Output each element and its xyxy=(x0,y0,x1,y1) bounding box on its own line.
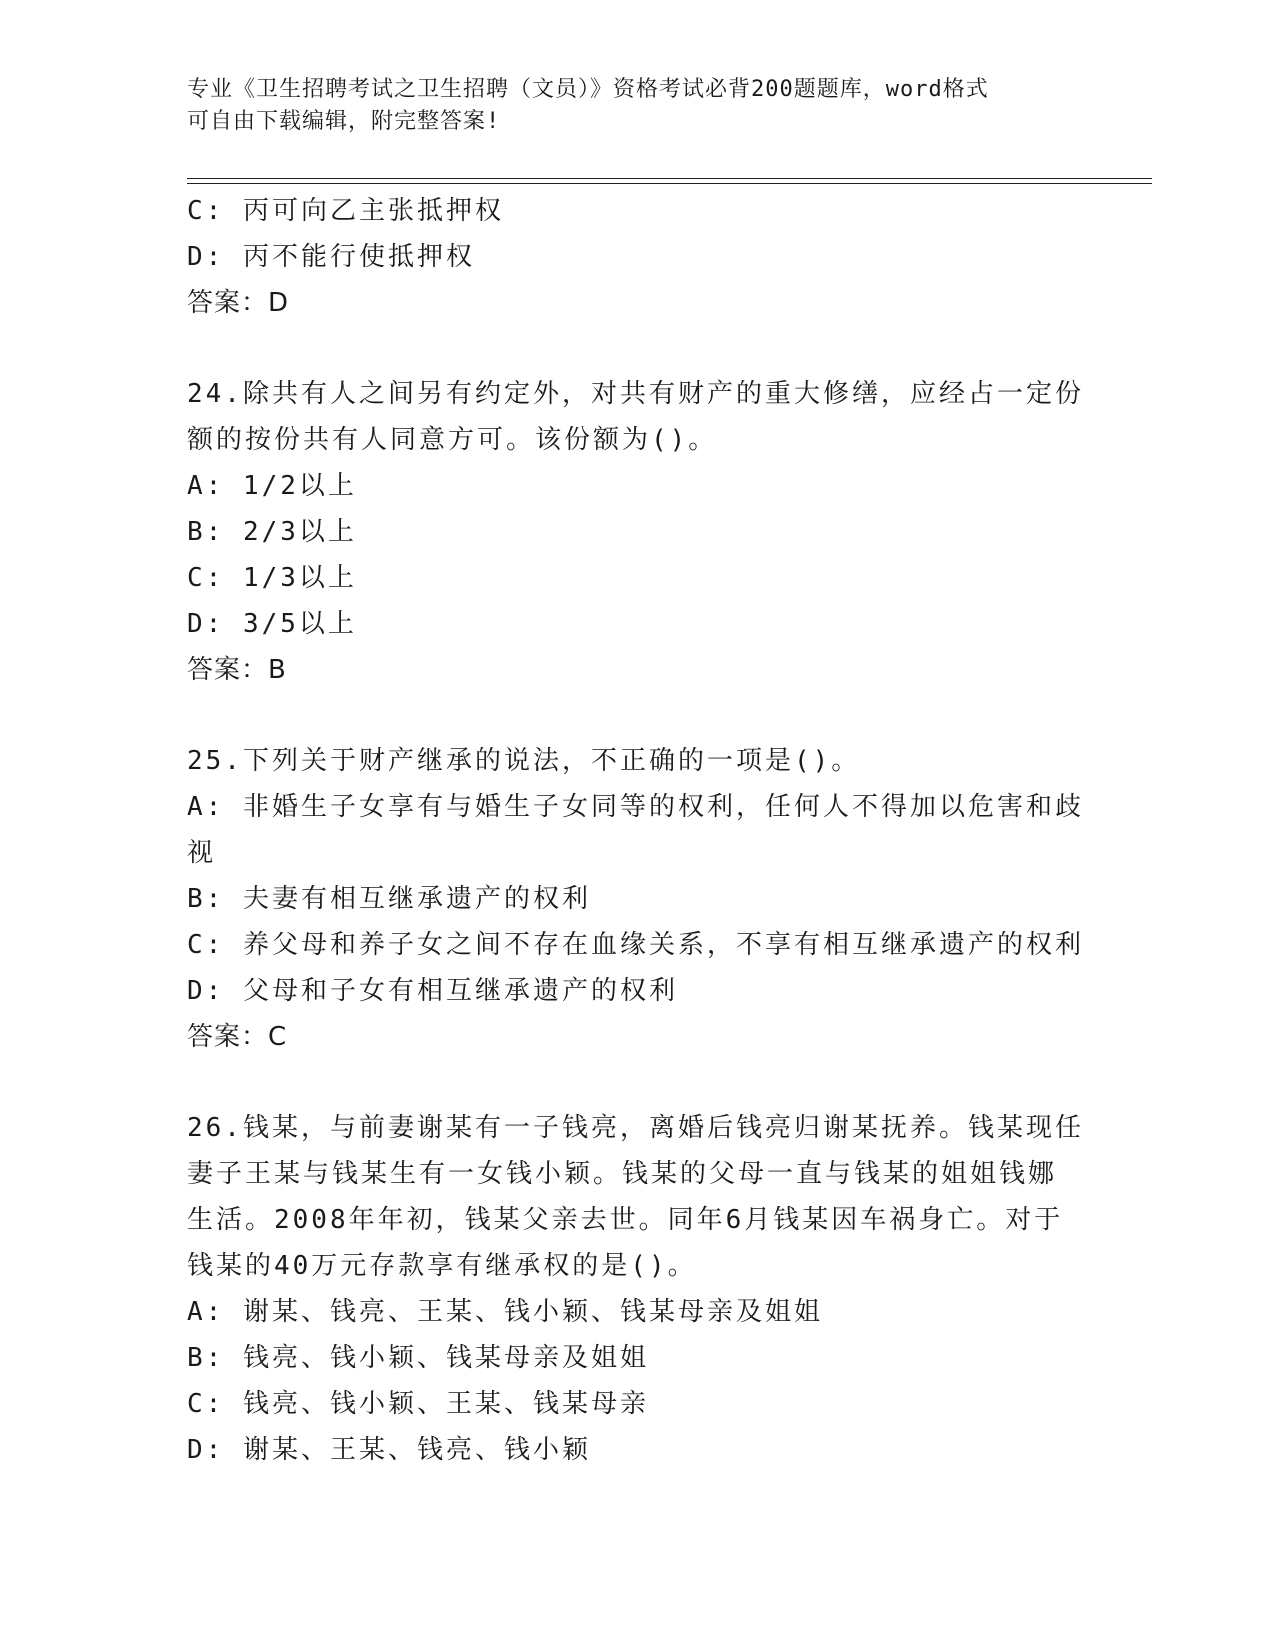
header-title-line-2: 可自由下载编辑，附完整答案! xyxy=(187,109,501,134)
q26-option-d: D: 谢某、王某、钱亮、钱小颖 xyxy=(187,1435,591,1465)
q25-option-b: B: 夫妻有相互继承遗产的权利 xyxy=(187,884,591,914)
q23-option-d: D: 丙不能行使抵押权 xyxy=(187,242,475,272)
question-26-block xyxy=(187,1105,1087,1473)
q26-option-a: A: 谢某、钱亮、王某、钱小颖、钱某母亲及姐姐 xyxy=(187,1297,823,1327)
q25-stem: 25.下列关于财产继承的说法，不正确的一项是()。 xyxy=(187,746,861,776)
q24-option-a: A: 1/2以上 xyxy=(187,471,357,501)
q24-answer: 答案：B xyxy=(187,655,287,685)
spacer xyxy=(187,1060,1087,1105)
document-header xyxy=(187,74,1067,138)
q26-stem-line-2: 妻子王某与钱某生有一女钱小颖。钱某的父母一直与钱某的姐姐钱娜 xyxy=(187,1159,1058,1189)
q26-stem-line-3: 生活。2008年年初，钱某父亲去世。同年6月钱某因车祸身亡。对于 xyxy=(187,1205,1064,1235)
q25-option-a-line-1: A: 非婚生子女享有与婚生子女同等的权利，任何人不得加以危害和歧 xyxy=(187,792,1084,822)
spacer xyxy=(187,326,1087,371)
header-divider-bottom xyxy=(187,183,1152,184)
q24-option-c: C: 1/3以上 xyxy=(187,563,357,593)
q26-option-b: B: 钱亮、钱小颖、钱某母亲及姐姐 xyxy=(187,1343,649,1373)
q24-stem-line-2: 额的按份共有人同意方可。该份额为()。 xyxy=(187,425,718,455)
q26-stem-line-4: 钱某的40万元存款享有继承权的是()。 xyxy=(187,1251,697,1281)
header-title-line-1: 专业《卫生招聘考试之卫生招聘（文员）》资格考试必背200题题库，word格式 xyxy=(187,77,989,102)
question-content xyxy=(187,188,1087,1473)
spacer xyxy=(187,693,1087,738)
q25-option-c: C: 养父母和养子女之间不存在血缘关系，不享有相互继承遗产的权利 xyxy=(187,930,1084,960)
q24-stem-line-1: 24.除共有人之间另有约定外，对共有财产的重大修缮，应经占一定份 xyxy=(187,379,1084,409)
q25-option-a-line-2: 视 xyxy=(187,838,217,868)
header-divider-top xyxy=(187,178,1152,179)
q24-option-b: B: 2/3以上 xyxy=(187,517,357,547)
q26-option-c: C: 钱亮、钱小颖、王某、钱某母亲 xyxy=(187,1389,649,1419)
q23-option-c: C: 丙可向乙主张抵押权 xyxy=(187,196,504,226)
q24-option-d: D: 3/5以上 xyxy=(187,609,357,639)
question-25-block xyxy=(187,738,1087,1060)
q25-answer: 答案：C xyxy=(187,1022,288,1052)
question-24-block xyxy=(187,371,1087,693)
question-23-block xyxy=(187,188,1087,326)
q23-answer: 答案：D xyxy=(187,288,290,318)
q25-option-d: D: 父母和子女有相互继承遗产的权利 xyxy=(187,976,678,1006)
q26-stem-line-1: 26.钱某，与前妻谢某有一子钱亮，离婚后钱亮归谢某抚养。钱某现任 xyxy=(187,1113,1084,1143)
